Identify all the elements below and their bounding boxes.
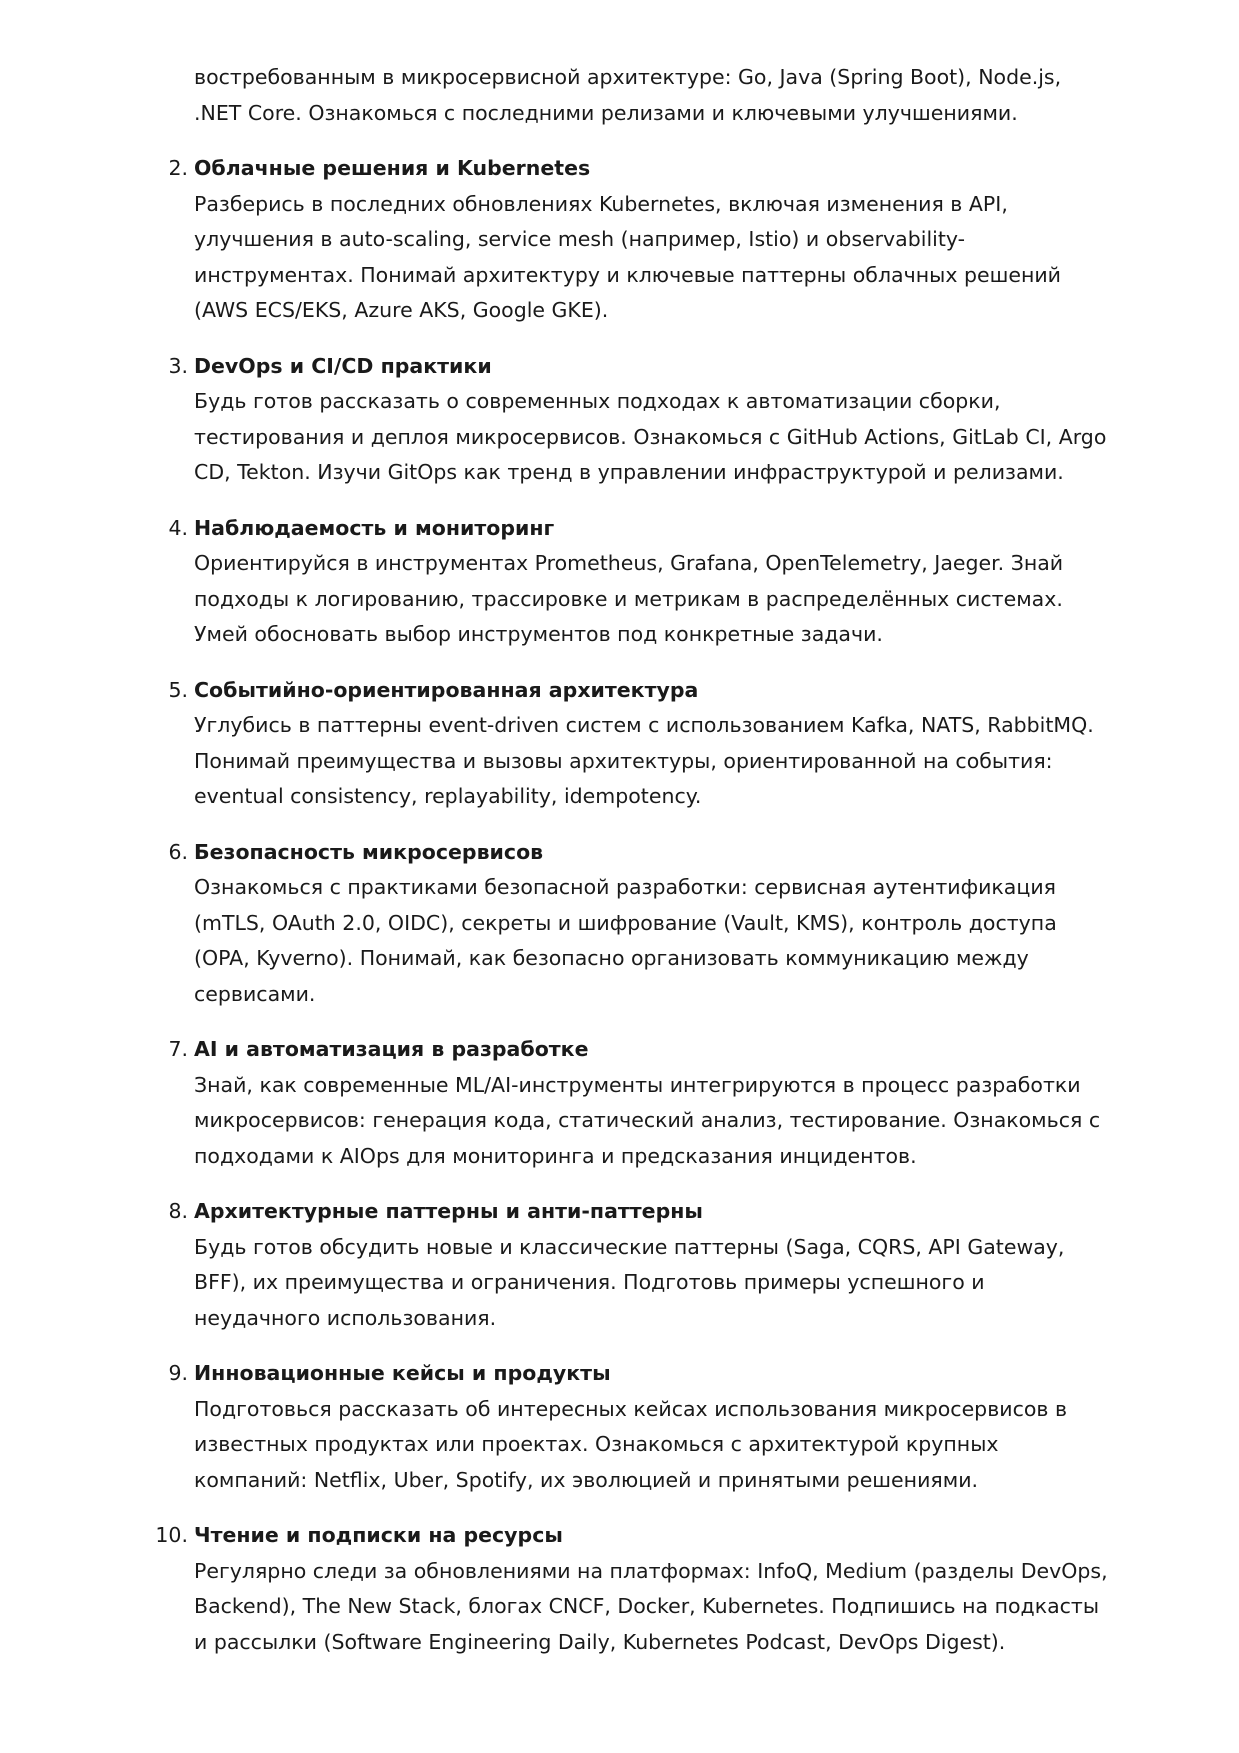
list-item <box>0 1032 1239 1174</box>
item-heading <box>0 835 1239 871</box>
item-description: Углубись в паттерны event-driven систем с использованием Kafka, NATS, RabbitMQ. Понимай преимущества и вызовы архитектуры, ориентированной на события: eventual consistency, replayability, idempotency. <box>194 713 1094 808</box>
item-title: Чтение и подписки на ресурсы <box>194 1523 563 1547</box>
list-item <box>0 673 1239 815</box>
list-item <box>0 1194 1239 1336</box>
item-heading <box>0 151 1239 187</box>
list-item <box>0 349 1239 491</box>
list-item <box>0 151 1239 329</box>
list-item <box>0 1518 1239 1660</box>
item-title: Безопасность микросервисов <box>194 839 544 864</box>
item-title: Событийно-ориентированная архитектура <box>194 677 699 702</box>
item-number: 3. <box>168 353 188 378</box>
item-title: Наблюдаемость и мониторинг <box>194 515 555 540</box>
topics-list <box>0 151 1239 1680</box>
list-item <box>0 511 1239 653</box>
item-description: Регулярно следи за обновлениями на платформах: InfoQ, Medium (разделы DevOps, Backend), The New Stack, блогах CNCF, Docker, Kubernetes. Подпишись на подкасты и рассылки (Software Engineering Daily, Kubernetes Podcast, DevOps Digest). <box>194 1558 1108 1654</box>
item-number: 2. <box>168 156 188 180</box>
item-heading <box>0 1518 1239 1554</box>
item-heading <box>0 673 1239 709</box>
item-number: 9. <box>168 1361 188 1385</box>
item-description: Подготовься рассказать об интересных кейсах использования микросервисов в известных продуктах или проектах. Ознакомься с архитектурой крупных компаний: Netflix, Uber, Spotify, их эволюцией и принятыми решениями. <box>194 1396 1068 1492</box>
item-heading <box>0 1032 1239 1068</box>
item-description: Разберись в последних обновлениях Kubernetes, включая изменения в API, улучшения в auto-scaling, service mesh (например, Istio) и observability-инструментах. Понимай архитектуру и ключевые паттерны облачных решений (AWS ECS/EKS, Azure AKS, Google GKE). <box>194 191 1062 322</box>
item-title: Облачные решения и Kubernetes <box>194 156 591 180</box>
item-description: Будь готов обсудить новые и классические паттерны (Saga, CQRS, API Gateway, BFF), их преимущества и ограничения. Подготовь примеры успешного и неудачного использования. <box>194 1234 1065 1330</box>
item-heading <box>0 511 1239 547</box>
item-number: 8. <box>168 1199 188 1223</box>
item-description: Ознакомься с практиками безопасной разработки: сервисная аутентификация (mTLS, OAuth 2.0, OIDC), секреты и шифрование (Vault, KMS), контроль доступа (OPA, Kyverno). Понимай, как безопасно организовать коммуникацию между сервисами. <box>194 875 1057 1006</box>
item-title: Инновационные кейсы и продукты <box>194 1361 611 1385</box>
item-heading <box>0 1194 1239 1230</box>
item-number: 7. <box>168 1037 188 1061</box>
item-title: AI и автоматизация в разработке <box>194 1037 589 1061</box>
item-description: Ориентируйся в инструментах Prometheus, Grafana, OpenTelemetry, Jaeger. Знай подходы к логированию, трассировке и метрикам в распределённых системах. Умей обосновать выбор инструментов под конкретные задачи. <box>194 551 1064 646</box>
item-number: 5. <box>168 677 188 702</box>
item-description: Будь готов рассказать о современных подходах к автоматизации сборки, тестирования и деплоя микросервисов. Ознакомься с GitHub Actions, GitLab CI, Argo CD, Tekton. Изучи GitOps как тренд в управлении инфраструктурой и релизами. <box>194 389 1107 484</box>
list-item <box>0 1356 1239 1498</box>
item-heading <box>0 1356 1239 1392</box>
intro-paragraph: востребованным в микросервисной архитектуре: Go, Java (Spring Boot), Node.js, .NET Core. Ознакомься с последними релизами и ключевыми улучшениями. <box>194 65 1062 125</box>
item-number: 4. <box>168 515 188 540</box>
item-number: 10. <box>155 1523 188 1547</box>
list-item <box>0 835 1239 1013</box>
item-title: Архитектурные паттерны и анти-паттерны <box>194 1199 703 1223</box>
item-title: DevOps и CI/CD практики <box>194 353 492 378</box>
item-description: Знай, как современные ML/AI-инструменты интегрируются в процесс разработки микросервисов: генерация кода, статический анализ, тестирование. Ознакомься с подходами к AIOps для мониторинга и предсказания инцидентов. <box>194 1072 1101 1168</box>
item-heading <box>0 349 1239 385</box>
item-number: 6. <box>168 839 188 864</box>
